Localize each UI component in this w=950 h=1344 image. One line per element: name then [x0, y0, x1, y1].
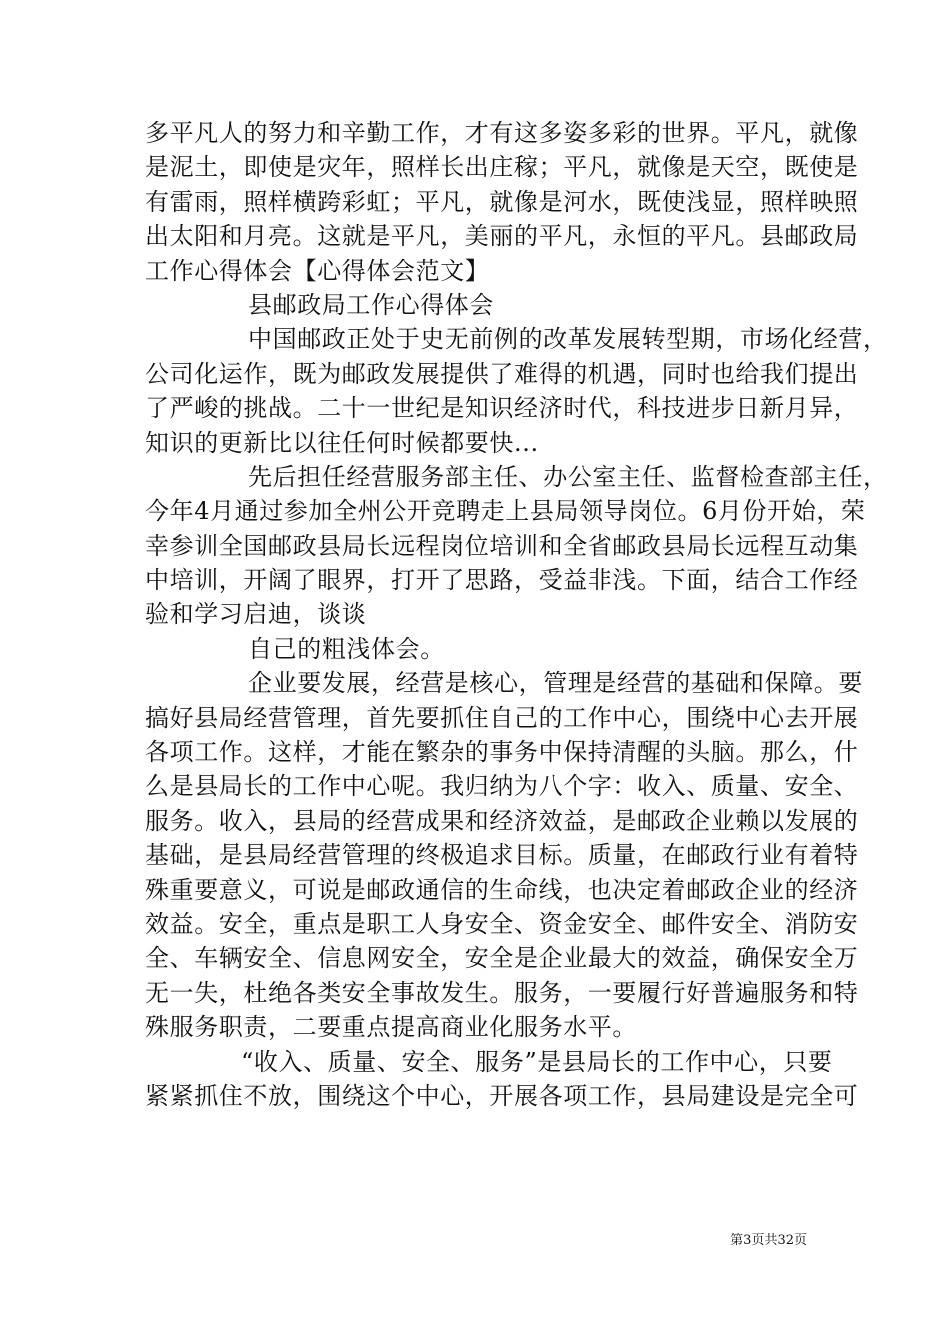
text-line: 殊重要意义，可说是邮政通信的生命线，也决定着邮政企业的经济	[145, 875, 859, 904]
text-line: 中国邮政正处于史无前例的改革发展转型期，市场化经营，	[248, 325, 888, 354]
text-line: 服务。收入，县局的经营成果和经济效益，是邮政企业赖以发展的	[145, 806, 859, 835]
page-number: 第3页共32页	[730, 1233, 807, 1248]
text-line: 自己的粗浅体会。	[248, 634, 445, 663]
text-line: 搞好县局经营管理，首先要抓住自己的工作中心，围绕中心去开展	[145, 703, 859, 732]
text-line: 公司化运作，既为邮政发展提供了难得的机遇，同时也给我们提出	[145, 359, 859, 388]
text-line: 效益。安全，重点是职工人身安全、资金安全、邮件安全、消防安	[145, 909, 859, 938]
text-line: 多平凡人的努力和辛勤工作，才有这多姿多彩的世界。平凡，就像	[145, 119, 859, 147]
text-line: 么是县局长的工作中心呢。我归纳为八个字：收入、质量、安全、	[145, 772, 859, 801]
text-line: 幸参训全国邮政县局长远程岗位培训和全省邮政县局长远程互动集	[145, 531, 859, 560]
text-line: 先后担任经营服务部主任、办公室主任、监督检查部主任，	[248, 462, 888, 491]
text-line: 验和学习启迪，谈谈	[145, 600, 367, 629]
text-line: 紧紧抓住不放，围绕这个中心，开展各项工作，县局建设是完全可	[145, 1081, 859, 1110]
text-line: 企业要发展，经营是核心，管理是经营的基础和保障。要	[248, 669, 863, 698]
section-heading: 县邮政局工作心得体会	[248, 290, 494, 319]
body-text	[145, 116, 888, 1113]
text-line: 各项工作。这样，才能在繁杂的事务中保持清醒的头脑。那么，什	[145, 738, 859, 767]
text-line: 无一失，杜绝各类安全事故发生。服务，一要履行好普遍服务和特	[145, 978, 859, 1007]
text-line: 有雷雨，照样横跨彩虹；平凡，就像是河水，既使浅显，照样映照	[145, 187, 859, 216]
text-line: 中培训，开阔了眼界，打开了思路，受益非浅。下面，结合工作经	[145, 566, 859, 595]
text-line: “收入、质量、安全、服务”是县局长的工作中心，只要	[241, 1047, 833, 1076]
text-line: 全、车辆安全、信息网安全，安全是企业最大的效益，确保安全万	[145, 944, 859, 973]
text-line: 殊服务职责，二要重点提高商业化服务水平。	[145, 1013, 637, 1042]
text-line: 基础，是县局经营管理的终极追求目标。质量，在邮政行业有着特	[145, 841, 859, 870]
text-line: 知识的更新比以往任何时候都要快...	[145, 428, 539, 457]
text-line: 今年4月通过参加全州公开竞聘走上县局领导岗位。6月份开始，荣	[145, 497, 866, 526]
text-line: 出太阳和月亮。这就是平凡，美丽的平凡，永恒的平凡。县邮政局	[145, 222, 859, 251]
text-line: 了严峻的挑战。二十一世纪是知识经济时代，科技进步日新月异，	[145, 394, 859, 423]
text-line: 工作心得体会【心得体会范文】	[145, 256, 490, 285]
text-line: 是泥土，即使是灾年，照样长出庄稼；平凡，就像是天空，既使是	[145, 153, 859, 182]
